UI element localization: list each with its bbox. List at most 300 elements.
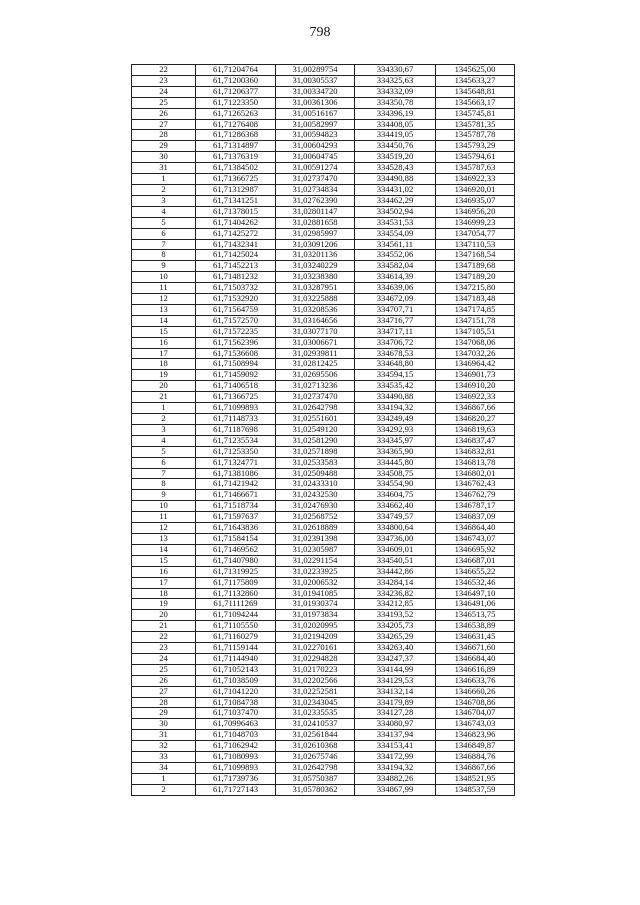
table-cell: 1346935,07 xyxy=(436,195,515,206)
table-cell: 334365,90 xyxy=(355,446,436,457)
table-cell: 14 xyxy=(132,544,196,555)
table-row xyxy=(132,653,515,664)
coordinates-table-body xyxy=(132,65,515,796)
table-cell: 334462,29 xyxy=(355,195,436,206)
table-cell: 31,00516167 xyxy=(276,108,355,119)
table-cell: 334867,99 xyxy=(355,784,436,795)
table-cell: 61,71253350 xyxy=(196,446,276,457)
table-cell: 31,03077170 xyxy=(276,326,355,337)
table-cell: 31,02642798 xyxy=(276,763,355,774)
table-cell: 61,71739736 xyxy=(196,773,276,784)
table-cell: 61,71312987 xyxy=(196,184,276,195)
table-cell: 31,02335535 xyxy=(276,708,355,719)
table-row xyxy=(132,457,515,468)
table-row xyxy=(132,272,515,283)
table-cell: 334442,86 xyxy=(355,566,436,577)
table-row xyxy=(132,381,515,392)
table-cell: 31,03238380 xyxy=(276,272,355,283)
table-cell: 61,71643836 xyxy=(196,523,276,534)
table-cell: 1346802,01 xyxy=(436,468,515,479)
table-row xyxy=(132,141,515,152)
table-cell: 334137,94 xyxy=(355,730,436,741)
table-cell: 334882,26 xyxy=(355,773,436,784)
table-cell: 24 xyxy=(132,86,196,97)
table-cell: 1346813,78 xyxy=(436,457,515,468)
table-cell: 14 xyxy=(132,315,196,326)
table-cell: 1346762,79 xyxy=(436,490,515,501)
table-cell: 1346819,63 xyxy=(436,424,515,435)
table-cell: 1346787,17 xyxy=(436,501,515,512)
table-cell: 61,71341251 xyxy=(196,195,276,206)
table-cell: 31,03201136 xyxy=(276,250,355,261)
table-cell: 1345781,35 xyxy=(436,119,515,130)
table-cell: 31,00361306 xyxy=(276,97,355,108)
table-cell: 334662,40 xyxy=(355,501,436,512)
table-cell: 29 xyxy=(132,141,196,152)
table-row xyxy=(132,403,515,414)
table-cell: 61,71080993 xyxy=(196,752,276,763)
table-cell: 31,00582997 xyxy=(276,119,355,130)
table-cell: 334502,94 xyxy=(355,206,436,217)
table-cell: 28 xyxy=(132,697,196,708)
table-cell: 1347174,85 xyxy=(436,304,515,315)
table-cell: 334263,40 xyxy=(355,643,436,654)
table-cell: 1346910,20 xyxy=(436,381,515,392)
table-cell: 12 xyxy=(132,523,196,534)
table-cell: 334609,01 xyxy=(355,544,436,555)
table-cell: 5 xyxy=(132,446,196,457)
table-row xyxy=(132,610,515,621)
table-cell: 27 xyxy=(132,686,196,697)
table-cell: 20 xyxy=(132,610,196,621)
table-cell: 334736,00 xyxy=(355,533,436,544)
table-cell: 334080,97 xyxy=(355,719,436,730)
table-cell: 334350,78 xyxy=(355,97,436,108)
table-row xyxy=(132,741,515,752)
table-cell: 334717,11 xyxy=(355,326,436,337)
table-cell: 1 xyxy=(132,403,196,414)
table-cell: 31,02291154 xyxy=(276,555,355,566)
table-cell: 1346922,33 xyxy=(436,392,515,403)
table-row xyxy=(132,326,515,337)
table-cell: 1347151,78 xyxy=(436,315,515,326)
table-row xyxy=(132,490,515,501)
table-cell: 334332,09 xyxy=(355,86,436,97)
coordinates-table xyxy=(131,64,515,796)
table-cell: 20 xyxy=(132,381,196,392)
table-cell: 27 xyxy=(132,119,196,130)
table-cell: 33 xyxy=(132,752,196,763)
table-cell: 31,02533583 xyxy=(276,457,355,468)
table-row xyxy=(132,163,515,174)
table-cell: 1346884,76 xyxy=(436,752,515,763)
table-cell: 4 xyxy=(132,435,196,446)
table-row xyxy=(132,261,515,272)
table-cell: 61,71536608 xyxy=(196,348,276,359)
table-cell: 1346867,66 xyxy=(436,763,515,774)
table-cell: 15 xyxy=(132,326,196,337)
table-cell: 1347068,06 xyxy=(436,337,515,348)
table-cell: 61,71459092 xyxy=(196,370,276,381)
table-cell: 31,02737470 xyxy=(276,174,355,185)
table-cell: 61,71265263 xyxy=(196,108,276,119)
table-cell: 18 xyxy=(132,588,196,599)
table-cell: 31,05750387 xyxy=(276,773,355,784)
table-cell: 334678,53 xyxy=(355,348,436,359)
table-row xyxy=(132,577,515,588)
table-cell: 31 xyxy=(132,730,196,741)
table-cell: 31,03287951 xyxy=(276,283,355,294)
table-row xyxy=(132,130,515,141)
table-cell: 334193,52 xyxy=(355,610,436,621)
table-cell: 31,02939811 xyxy=(276,348,355,359)
table-cell: 61,71425024 xyxy=(196,250,276,261)
table-cell: 61,71407980 xyxy=(196,555,276,566)
table-cell: 1346708,86 xyxy=(436,697,515,708)
table-cell: 334236,82 xyxy=(355,588,436,599)
table-cell: 61,71376319 xyxy=(196,152,276,163)
table-cell: 334800,64 xyxy=(355,523,436,534)
table-row xyxy=(132,250,515,261)
table-cell: 28 xyxy=(132,130,196,141)
table-cell: 334212,85 xyxy=(355,599,436,610)
table-row xyxy=(132,294,515,305)
table-cell: 17 xyxy=(132,348,196,359)
table-row xyxy=(132,533,515,544)
table-cell: 31,02561844 xyxy=(276,730,355,741)
table-row xyxy=(132,544,515,555)
table-cell: 61,71366725 xyxy=(196,174,276,185)
table-cell: 1 xyxy=(132,773,196,784)
table-cell: 334552,06 xyxy=(355,250,436,261)
table-cell: 31,02233925 xyxy=(276,566,355,577)
table-cell: 31,02695506 xyxy=(276,370,355,381)
table-cell: 1346655,22 xyxy=(436,566,515,577)
table-cell: 334172,99 xyxy=(355,752,436,763)
table-cell: 61,71314897 xyxy=(196,141,276,152)
table-cell: 1346922,33 xyxy=(436,174,515,185)
table-cell: 1346901,73 xyxy=(436,370,515,381)
table-cell: 31,03006671 xyxy=(276,337,355,348)
table-cell: 334247,37 xyxy=(355,653,436,664)
table-cell: 1346743,03 xyxy=(436,719,515,730)
table-cell: 1345625,00 xyxy=(436,65,515,76)
table-cell: 1346491,06 xyxy=(436,599,515,610)
table-cell: 31,02549120 xyxy=(276,424,355,435)
table-cell: 16 xyxy=(132,566,196,577)
table-cell: 61,71518734 xyxy=(196,501,276,512)
table-cell: 61,71366725 xyxy=(196,392,276,403)
table-cell: 1346633,76 xyxy=(436,675,515,686)
table-cell: 2 xyxy=(132,184,196,195)
table-cell: 1346837,47 xyxy=(436,435,515,446)
table-cell: 334249,49 xyxy=(355,414,436,425)
table-cell: 1346964,42 xyxy=(436,359,515,370)
table-cell: 334508,75 xyxy=(355,468,436,479)
table-cell: 31,02734834 xyxy=(276,184,355,195)
table-row xyxy=(132,664,515,675)
table-cell: 31,02343045 xyxy=(276,697,355,708)
table-cell: 334614,39 xyxy=(355,272,436,283)
table-cell: 19 xyxy=(132,370,196,381)
table-row xyxy=(132,315,515,326)
table-cell: 29 xyxy=(132,708,196,719)
table-row xyxy=(132,686,515,697)
table-cell: 334535,42 xyxy=(355,381,436,392)
table-cell: 61,71481232 xyxy=(196,272,276,283)
table-row xyxy=(132,621,515,632)
table-cell: 31,02581290 xyxy=(276,435,355,446)
table-cell: 19 xyxy=(132,599,196,610)
table-cell: 334519,20 xyxy=(355,152,436,163)
table-cell: 334450,76 xyxy=(355,141,436,152)
table-cell: 31,00289754 xyxy=(276,65,355,76)
table-cell: 17 xyxy=(132,577,196,588)
table-cell: 1346864,40 xyxy=(436,523,515,534)
table-row xyxy=(132,228,515,239)
table-cell: 6 xyxy=(132,228,196,239)
table-cell: 61,71503732 xyxy=(196,283,276,294)
table-cell: 1346823,96 xyxy=(436,730,515,741)
table-cell: 1346820,27 xyxy=(436,414,515,425)
table-cell: 31,03091206 xyxy=(276,239,355,250)
table-cell: 334408,05 xyxy=(355,119,436,130)
table-row xyxy=(132,370,515,381)
table-cell: 61,71099893 xyxy=(196,763,276,774)
table-cell: 61,71584154 xyxy=(196,533,276,544)
table-cell: 11 xyxy=(132,512,196,523)
table-row xyxy=(132,784,515,795)
table-cell: 61,71572235 xyxy=(196,326,276,337)
table-cell: 334490,88 xyxy=(355,392,436,403)
table-cell: 61,71235534 xyxy=(196,435,276,446)
table-row xyxy=(132,523,515,534)
table-cell: 61,71508994 xyxy=(196,359,276,370)
table-cell: 1346660,26 xyxy=(436,686,515,697)
table-row xyxy=(132,97,515,108)
table-cell: 25 xyxy=(132,664,196,675)
table-cell: 1347189,20 xyxy=(436,272,515,283)
table-cell: 31,02985997 xyxy=(276,228,355,239)
table-cell: 334292,93 xyxy=(355,424,436,435)
table-cell: 61,71062942 xyxy=(196,741,276,752)
table-row xyxy=(132,65,515,76)
table-cell: 9 xyxy=(132,261,196,272)
table-cell: 31,02294828 xyxy=(276,653,355,664)
table-cell: 31,03240229 xyxy=(276,261,355,272)
table-cell: 8 xyxy=(132,250,196,261)
table-cell: 1345633,27 xyxy=(436,75,515,86)
table-row xyxy=(132,643,515,654)
table-cell: 1346837,09 xyxy=(436,512,515,523)
table-cell: 31,02433310 xyxy=(276,479,355,490)
table-cell: 31,02476930 xyxy=(276,501,355,512)
table-cell: 334706,72 xyxy=(355,337,436,348)
table-cell: 1347110,53 xyxy=(436,239,515,250)
table-cell: 334179,89 xyxy=(355,697,436,708)
table-row xyxy=(132,588,515,599)
table-cell: 61,71421942 xyxy=(196,479,276,490)
table-cell: 61,71041220 xyxy=(196,686,276,697)
table-cell: 31,02170223 xyxy=(276,664,355,675)
table-cell: 61,71204764 xyxy=(196,65,276,76)
table-cell: 61,71404262 xyxy=(196,217,276,228)
table-row xyxy=(132,555,515,566)
table-cell: 1346762,43 xyxy=(436,479,515,490)
table-cell: 61,71469562 xyxy=(196,544,276,555)
table-cell: 334419,05 xyxy=(355,130,436,141)
table-row xyxy=(132,752,515,763)
table-cell: 1346616,89 xyxy=(436,664,515,675)
table-cell: 1345787,63 xyxy=(436,163,515,174)
table-cell: 61,71564759 xyxy=(196,304,276,315)
table-cell: 31,02618889 xyxy=(276,523,355,534)
table-cell: 334582,04 xyxy=(355,261,436,272)
table-cell: 23 xyxy=(132,75,196,86)
table-cell: 334531,53 xyxy=(355,217,436,228)
table-cell: 61,71378015 xyxy=(196,206,276,217)
table-cell: 334604,75 xyxy=(355,490,436,501)
table-cell: 10 xyxy=(132,272,196,283)
table-cell: 334127,28 xyxy=(355,708,436,719)
table-cell: 334554,90 xyxy=(355,479,436,490)
table-cell: 1346956,20 xyxy=(436,206,515,217)
table-cell: 31,02194209 xyxy=(276,632,355,643)
table-row xyxy=(132,359,515,370)
table-cell: 61,70996463 xyxy=(196,719,276,730)
table-cell: 31,00591274 xyxy=(276,163,355,174)
table-cell: 61,71105550 xyxy=(196,621,276,632)
table-row xyxy=(132,479,515,490)
table-cell: 31,02675746 xyxy=(276,752,355,763)
table-cell: 61,71324771 xyxy=(196,457,276,468)
table-cell: 1345648,81 xyxy=(436,86,515,97)
table-cell: 31,02020995 xyxy=(276,621,355,632)
table-cell: 15 xyxy=(132,555,196,566)
table-cell: 1345745,81 xyxy=(436,108,515,119)
table-cell: 1346849,87 xyxy=(436,741,515,752)
table-row xyxy=(132,566,515,577)
table-cell: 334716,77 xyxy=(355,315,436,326)
table-cell: 21 xyxy=(132,392,196,403)
table-cell: 334396,19 xyxy=(355,108,436,119)
table-cell: 61,71200360 xyxy=(196,75,276,86)
table-cell: 61,71148733 xyxy=(196,414,276,425)
table-cell: 30 xyxy=(132,719,196,730)
table-cell: 61,71048703 xyxy=(196,730,276,741)
table-cell: 1346704,07 xyxy=(436,708,515,719)
table-cell: 21 xyxy=(132,621,196,632)
table-cell: 1348537,59 xyxy=(436,784,515,795)
table-cell: 1346832,81 xyxy=(436,446,515,457)
table-row xyxy=(132,108,515,119)
table-cell: 30 xyxy=(132,152,196,163)
table-cell: 1346497,10 xyxy=(436,588,515,599)
table-cell: 61,71384502 xyxy=(196,163,276,174)
table-cell: 61,71597637 xyxy=(196,512,276,523)
table-cell: 31,00334720 xyxy=(276,86,355,97)
table-cell: 7 xyxy=(132,239,196,250)
table-row xyxy=(132,632,515,643)
table-cell: 31,00305537 xyxy=(276,75,355,86)
table-cell: 1 xyxy=(132,174,196,185)
table-row xyxy=(132,75,515,86)
table-cell: 334561,11 xyxy=(355,239,436,250)
table-cell: 31,01973834 xyxy=(276,610,355,621)
table-cell: 31,03208536 xyxy=(276,304,355,315)
table-cell: 22 xyxy=(132,65,196,76)
table-cell: 1347168,54 xyxy=(436,250,515,261)
table-cell: 18 xyxy=(132,359,196,370)
table-cell: 3 xyxy=(132,195,196,206)
table-cell: 334749,57 xyxy=(355,512,436,523)
table-cell: 334672,09 xyxy=(355,294,436,305)
table-cell: 334540,51 xyxy=(355,555,436,566)
table-row xyxy=(132,719,515,730)
table-cell: 31,02762390 xyxy=(276,195,355,206)
table-cell: 1346687,01 xyxy=(436,555,515,566)
table-row xyxy=(132,152,515,163)
table-cell: 334639,06 xyxy=(355,283,436,294)
table-cell: 334648,80 xyxy=(355,359,436,370)
table-row xyxy=(132,512,515,523)
table-row xyxy=(132,86,515,97)
table-cell: 61,71381086 xyxy=(196,468,276,479)
table-row xyxy=(132,283,515,294)
table-cell: 1346671,60 xyxy=(436,643,515,654)
table-row xyxy=(132,675,515,686)
table-cell: 11 xyxy=(132,283,196,294)
table-cell: 334445,80 xyxy=(355,457,436,468)
table-cell: 31,02568752 xyxy=(276,512,355,523)
table-cell: 1346631,45 xyxy=(436,632,515,643)
table-cell: 8 xyxy=(132,479,196,490)
table-cell: 31,02252581 xyxy=(276,686,355,697)
table-cell: 61,71319925 xyxy=(196,566,276,577)
table-cell: 61,71160279 xyxy=(196,632,276,643)
table-cell: 61,71111269 xyxy=(196,599,276,610)
table-cell: 334594,15 xyxy=(355,370,436,381)
table-cell: 334284,14 xyxy=(355,577,436,588)
table-cell: 31,00594823 xyxy=(276,130,355,141)
table-cell: 31,02642798 xyxy=(276,403,355,414)
table-cell: 334330,67 xyxy=(355,65,436,76)
table-row xyxy=(132,119,515,130)
table-cell: 22 xyxy=(132,632,196,643)
table-cell: 31,03225888 xyxy=(276,294,355,305)
table-cell: 61,71425272 xyxy=(196,228,276,239)
table-cell: 3 xyxy=(132,424,196,435)
table-cell: 1347054,77 xyxy=(436,228,515,239)
table-cell: 13 xyxy=(132,304,196,315)
table-cell: 2 xyxy=(132,414,196,425)
table-cell: 31,00604745 xyxy=(276,152,355,163)
table-cell: 61,71094244 xyxy=(196,610,276,621)
table-cell: 61,71159144 xyxy=(196,643,276,654)
table-cell: 13 xyxy=(132,533,196,544)
table-cell: 25 xyxy=(132,97,196,108)
table-cell: 9 xyxy=(132,490,196,501)
table-cell: 61,71099893 xyxy=(196,403,276,414)
table-cell: 334265,29 xyxy=(355,632,436,643)
table-cell: 1347215,80 xyxy=(436,283,515,294)
table-cell: 334431,02 xyxy=(355,184,436,195)
table-cell: 6 xyxy=(132,457,196,468)
table-cell: 1348521,95 xyxy=(436,773,515,784)
table-cell: 1346684,40 xyxy=(436,653,515,664)
table-row xyxy=(132,446,515,457)
table-row xyxy=(132,435,515,446)
